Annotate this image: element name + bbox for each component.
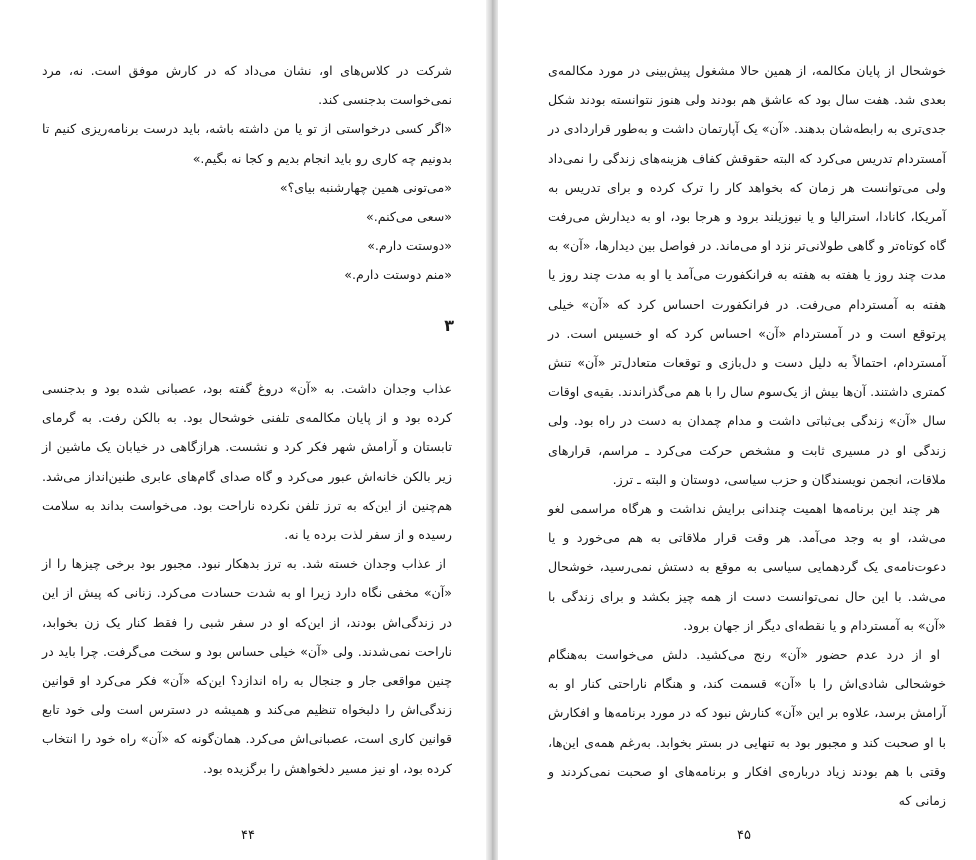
paragraph: «می‌تونی همین چهارشنبه بیای؟»	[279, 179, 452, 195]
paragraph: خوشحال از پایان مکالمه، از همین حالا مشغول پیش‌بینی در مورد مکالمه‌ی بعدی شد. هفت سال بود که عاشق هم بودند ولی هنوز نتوانسته بودند شکل جدی‌تری به رابطه‌شان بدهند. «آن» یک آپارتمان داشت و به‌طور قراردادی در آمستردام تدریس می‌کرد که البته حقوقش کفاف هزینه‌های زندگی را نمی‌داد ولی می‌توانست هر زمان که بخواهد کار را ترک کرده و برای تدریس به آمریکا، کانادا، استرالیا و یا نیوزیلند برود و هرجا بود، او به دیدارش می‌رفت گاه کوتاه‌تر و گاهی طولانی‌تر نزد او می‌ماند. در فواصل بین دیدارها، «آن» به مدت چند روز یا هفته به هفته به فرانکفورت می‌آمد یا او به مدت چند روز یا هفته به آمستردام می‌رفت. در فرانکفورت احساس کرد که «آن» خیلی پرتوقع است و در آمستردام «آن» احساس کرد که او خسیس است. در آمستردام، احتمالاً به دلیل دست و دل‌بازی و توقعات متعادل‌تر «آن» تنش کمتری داشتند. آن‌ها بیش از یک‌سوم سال را با هم می‌گذراندند. بقیه‌ی اوقات سال «آن» زندگی بی‌ثباتی داشت و مدام چمدان به دست در راه بود. ولی زندگی او در مسیری ثابت و مشخص حرکت می‌کرد ـ مراسم، قرارهای ملاقات، انجمن نویسندگان و حزب سیاسی، دوستان و البته ـ ترز.	[548, 63, 946, 487]
chapter-number: ۳	[444, 316, 454, 335]
paragraph: او از درد عدم حضور «آن» رنج می‌کشید. دلش می‌خواست به‌هنگام خوشحالی شادی‌اش را با «آن» قسمت کند، و هنگام ناراحتی کنار او به آرامش برسد، علاوه بر این «آن» کنارش نبود که در مورد برنامه‌ها و افکارش با او صحبت کند و مجبور بود به تنهایی در بستر بخوابد. به‌رغم همه‌ی این‌ها، وقتی با هم بودند زیاد درباره‌ی افکار و برنامه‌های او صحبت نمی‌کردند و زمانی که	[548, 647, 946, 809]
page-number: ۴۵	[737, 828, 751, 843]
paragraph: «اگر کسی درخواستی از تو یا من داشته باشه، باید درست برنامه‌ریزی کنیم تا بدونیم چه کاری رو باید انجام بدیم و کجا نه بگیم.»	[42, 121, 452, 166]
paragraph: شرکت در کلاس‌های او، نشان می‌داد که در کارش موفق است. نه، مرد نمی‌خواست بدجنسی کند.	[42, 63, 452, 108]
paragraph: «دوستت دارم.»	[367, 238, 452, 254]
paragraph: «منم دوستت دارم.»	[344, 267, 452, 283]
left-page	[0, 0, 486, 860]
paragraph: عذاب وجدان داشت. به «آن» دروغ گفته بود، عصبانی شده بود و بدجنسی کرده بود و از پایان مکالمه‌ی تلفنی خوشحال بود. به بالکن رفت. به گرمای تابستان و آرامش شهر فکر کرد و نشست. هرازگاهی در خیابان یک ماشین از زیر بالکن خانه‌اش عبور می‌کرد و گاه صدای گام‌های عابری طنین‌انداز می‌شد. هم‌چنین از این‌که به ترز تلفن نکرده ناراحت بود. می‌خواست بداند به سلامت رسیده و از سفر لذت برده یا نه.	[42, 381, 452, 543]
paragraph: از عذاب وجدان خسته شد. به ترز بدهکار نبود. مجبور بود برخی چیزها را از «آن» مخفی نگاه دارد زیرا او به شدت حسادت می‌کرد. زنانی که پیش از این در زندگی‌اش بودند، از این‌که او در سفر شبی را فقط کنار یک زن بخوابد، ناراحت نمی‌شدند. ولی «آن» خیلی حساس بود و سخت می‌گرفت. چرا باید در چنین مواقعی جار و جنجال به راه اندازد؟ این‌که «آن» فکر می‌کرد او قوانین زندگی‌اش را دلبخواه تنظیم می‌کند و همیشه در دسترس است ولی خود تابع قوانین کاری است، عصبانی‌اش می‌کرد. همان‌گونه که «آن» راه خود را انتخاب کرده بود، او نیز مسیر دلخواهش را برگزیده بود.	[42, 556, 452, 776]
book-spine	[486, 0, 498, 860]
right-text	[548, 56, 946, 815]
paragraph: هر چند این برنامه‌ها اهمیت چندانی برایش نداشت و هرگاه مراسمی لغو می‌شد، او به وجد می‌آمد. هر وقت قرار ملاقاتی به هم می‌خورد و یا دعوت‌نامه‌ی یک گردهمایی سیاسی به موقع به دستش نمی‌رسید، خوشحال می‌شد. با این حال نمی‌توانست دست از همه چیز بکشد و برای زندگی با «آن» به آمستردام و یا نقطه‌ای دیگر از جهان برود.	[548, 501, 946, 633]
left-bottom-text	[42, 374, 452, 783]
left-top-text	[42, 56, 452, 290]
paragraph: «سعی می‌کنم.»	[366, 209, 452, 225]
right-page	[498, 0, 976, 860]
page-number: ۴۴	[241, 828, 255, 843]
